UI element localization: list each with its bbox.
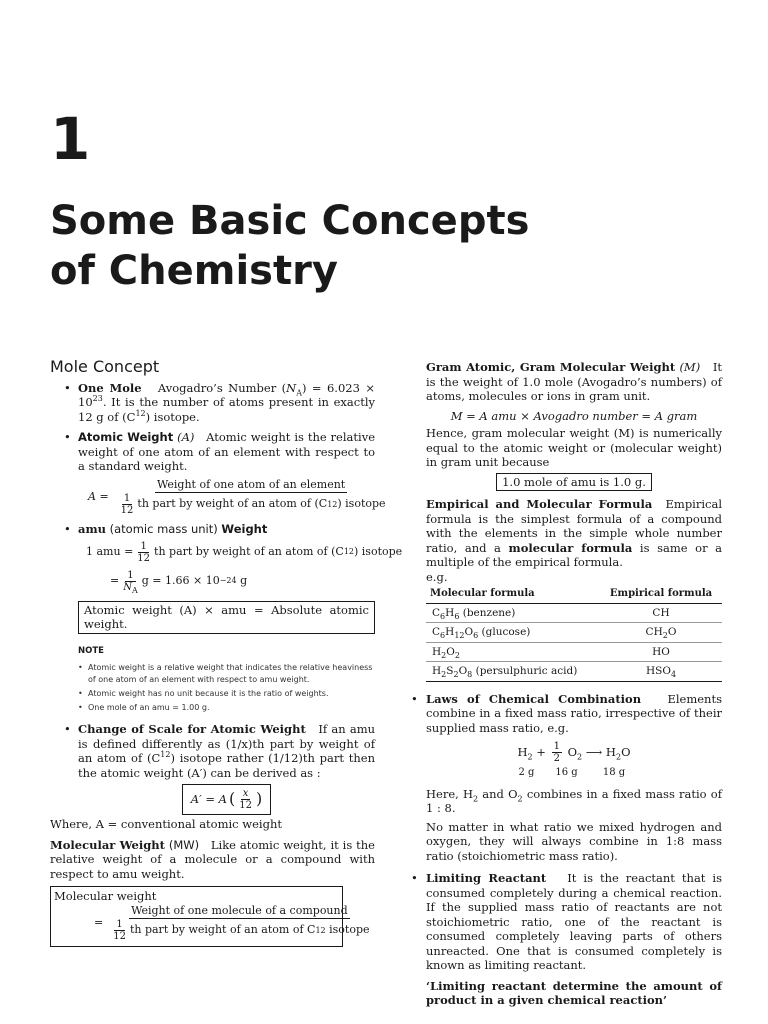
molecular-weight-box-title: Molecular weight: [54, 889, 157, 903]
one-twelfth-fraction: [119, 493, 136, 516]
amu-item: [50, 522, 403, 634]
limiting-term: Limiting Reactant: [426, 871, 547, 885]
amu-term: amu: [78, 522, 106, 536]
laws-term: Laws of Chemical Combination: [426, 691, 642, 706]
amu-line1-lhs: 1 amu =: [86, 544, 134, 558]
amu-line1: 1 amu = $\frac{1}{12}$ th part by weight of an atom of (C 12 ) isotope: [86, 540, 403, 564]
note-item-text: Atomic weight is a relative weight that indicates the relative heaviness of one atom of an element with respect to amu weight.: [88, 663, 373, 684]
na-symbol: N: [286, 380, 297, 395]
chapter-title: [50, 196, 529, 296]
atomic-weight-text: Atomic weight is the relative weight of one atom of an element with respect to a standard weight.: [78, 430, 375, 473]
reaction-masses: [426, 766, 722, 781]
atomic-weight-lhs: A =: [88, 489, 109, 503]
molecular-weight-denominator: $\frac{1}{12}$ th part by weight of an atom of C 12 isotope: [113, 919, 370, 942]
left-paren-icon: (: [228, 789, 236, 809]
mole-amu-box: 1.0 mole of amu is 1.0 g.: [496, 473, 652, 492]
bullet-icon: •: [64, 380, 71, 395]
reaction-arrow-icon: ⟶: [585, 745, 603, 760]
table-row: [426, 642, 722, 662]
change-scale-fraction: [237, 788, 254, 811]
change-scale-formula-wrap: [78, 784, 375, 815]
amu-line2: = $\frac{1}{N_A}$ g = 1.66 × 10 −24 g: [110, 569, 248, 595]
note-title: NOTE: [78, 645, 104, 656]
table-cell-molecular: $H_2O_2$: [426, 642, 600, 662]
amu-line2-end: g: [240, 573, 248, 587]
table-row: [426, 623, 722, 643]
table-cell-empirical: HO: [600, 642, 722, 662]
amu-line1-end: ) isotope: [354, 544, 403, 558]
gram-atomic-term: Gram Atomic, Gram Molecular Weight: [426, 360, 676, 374]
table-cell-molecular: $H_2S_2O_8$ (persulphuric acid): [426, 662, 600, 682]
amu-line2-lhs: =: [110, 573, 120, 587]
atomic-weight-den-text: th part by weight of an atom of (C: [137, 497, 328, 511]
bullet-icon: •: [78, 703, 83, 712]
empirical-text-c: is same or a multiple of the empirical formula.: [426, 540, 723, 569]
gram-atomic-text: It is the weight of 1.0 mole (Avogadro’s numbers) of atoms, molecules or ions in gram unit.: [426, 360, 723, 403]
note-item: [50, 702, 375, 714]
laws-text: Elements combine in a fixed mass ratio, irrespective of their supplied mass ratio, e.g.: [426, 691, 722, 735]
c12-sup: 12: [135, 408, 146, 418]
formula-table: [426, 586, 722, 682]
frac-num: 1: [123, 493, 131, 504]
half-fraction: $\frac{1}{2}$: [553, 741, 560, 764]
empirical-term: Empirical and Molecular Formula: [426, 497, 653, 511]
gram-atomic-formula: M = A amu × Avogadro number = A gram: [450, 408, 698, 423]
reaction-equation: [426, 741, 722, 764]
right-column: [411, 360, 723, 1008]
table-row: [426, 603, 722, 623]
absolute-weight-box-wrap: [78, 601, 375, 634]
table-cell-empirical: $CH_2O$: [600, 623, 722, 643]
frac-den: N: [123, 581, 132, 593]
one-mole-term: One Mole: [78, 380, 142, 395]
molecular-weight-para: [50, 838, 375, 882]
table-header: Empirical formula: [600, 586, 722, 603]
note-item-text: One mole of an amu = 1.00 g.: [88, 703, 210, 712]
bullet-icon: •: [64, 722, 71, 736]
one-mole-text-c: . It is the number of atoms present in exactly 12 g of (C: [78, 395, 375, 424]
empirical-text-a: Empirical formula is the simplest formula of a compound with the elements in the simple whole number ratio, and a: [426, 497, 723, 555]
change-scale-item: [50, 722, 375, 832]
atomic-weight-term: Atomic Weight: [78, 430, 174, 444]
molecular-weight-box-eq: =: [94, 915, 104, 929]
chapter-number: 1: [50, 105, 91, 173]
change-scale-lhs: A′ = A: [190, 792, 227, 807]
limiting-quote: ‘Limiting reactant determine the amount of product in a given chemical reaction’: [426, 978, 722, 1007]
frac-den-sub: A: [131, 585, 138, 595]
reaction-h2: $H_2$ +: [517, 745, 550, 762]
chapter-title-line2: of Chemistry: [50, 248, 338, 294]
amu-line1-text: th part by weight of an atom of (C: [154, 544, 344, 558]
table-cell-empirical: CH: [600, 603, 722, 623]
amu-full-name: (atomic mass unit): [109, 522, 218, 536]
change-scale-term: Change of Scale for Atomic Weight: [78, 722, 306, 736]
gram-atomic-symbol: (M): [679, 360, 701, 374]
frac-num: 1: [140, 540, 147, 552]
atomic-weight-formula: [88, 477, 386, 517]
atomic-weight-symbol: (A): [177, 430, 195, 444]
bullet-icon: •: [78, 663, 83, 672]
amu-line2-text: g = 1.66 × 10: [141, 573, 220, 587]
amu-line1-fraction: [135, 541, 152, 564]
molecular-weight-text: Like atomic weight, it is the relative weight of a molecule or a compound with respect to amu weight.: [50, 837, 375, 881]
table-cell-molecular: $C_6H_{12}O_6$ (glucose): [426, 623, 600, 643]
reaction-o2: $O_2$: [563, 745, 583, 762]
amu-weight-term: Weight: [221, 522, 268, 536]
right-paren-icon: ): [255, 789, 263, 809]
note-item: [50, 688, 375, 700]
section-heading-mole-concept: Mole Concept: [50, 357, 160, 376]
left-column: [50, 357, 403, 947]
frac-den: 12: [120, 505, 134, 516]
na-sub: A: [296, 387, 302, 397]
one-twelfth-fraction: [111, 919, 128, 942]
bullet-icon: •: [64, 430, 71, 444]
one-mole-text-d: ) isotope.: [145, 409, 200, 424]
change-scale-text-a: If an amu is defined differently as (1/x)th part by weight of an atom of (C: [78, 722, 375, 765]
absolute-weight-box: Atomic weight (A) × amu = Absolute atomic weight.: [78, 601, 375, 634]
one-mole-text-b: ) = 6.023 × 10: [78, 380, 375, 409]
amu-line2-fraction: [121, 570, 140, 593]
laws-text3: No matter in what ratio we mixed hydrogen and oxygen, they will always combine in 1:8 mass ratio (stoichiometric mass ratio).: [426, 819, 722, 863]
change-scale-sup: 12: [160, 750, 171, 760]
molecular-weight-box: [50, 886, 370, 947]
table-cell-empirical: $HSO_4$: [600, 662, 722, 682]
note-list: [50, 662, 375, 714]
molecular-weight-abbr: (MW): [168, 837, 200, 852]
reaction-h2o: $H_2O$: [602, 745, 631, 762]
frac-den: 12: [239, 800, 252, 811]
empirical-bold-term: molecular formula: [508, 540, 633, 555]
molecular-weight-term: Molecular Weight: [50, 837, 165, 852]
mass-h2: 2 g: [518, 767, 535, 778]
bullet-icon: •: [64, 522, 71, 536]
frac-num: x: [242, 788, 249, 799]
limiting-item: [411, 871, 723, 973]
frac-den: 12: [113, 931, 126, 942]
atomic-weight-numerator: Weight of one atom of an element: [155, 478, 347, 494]
molecular-weight-box-formula: [94, 903, 370, 943]
atomic-weight-denominator: $\frac{1}{12}$ th part by weight of an atom of (C 12 ) isotope: [120, 493, 386, 516]
limiting-text: It is the reactant that is consumed completely during a chemical reaction. If the supplied mass ratio of reactants are not stoichiometric ratio, one of the reactant is consumed completely leaving parts of others unreacted. One that is consumed completely is known as limiting reactant.: [426, 871, 723, 972]
note-item: [50, 662, 375, 686]
laws-item: [411, 691, 722, 864]
note-item-text: Atomic weight has no unit because it is the ratio of weights.: [88, 689, 329, 698]
bullet-icon: •: [411, 871, 418, 885]
empirical-para: [426, 497, 722, 570]
bullet-icon: •: [78, 689, 83, 698]
where-line: Where, A = conventional atomic weight: [50, 817, 282, 831]
atomic-weight-item: [50, 430, 386, 516]
bullet-icon: •: [411, 691, 418, 706]
table-header-row: [426, 586, 722, 603]
one-mole-text-a: Avogadro’s Number (: [157, 380, 287, 395]
gram-atomic-text2: Hence, gram molecular weight (M) is numerically equal to the atomic weight or (molecular weight) in gram unit because: [426, 426, 722, 469]
table-header: Molecular formula: [426, 586, 600, 603]
change-scale-formula-box: [182, 784, 271, 815]
molecular-weight-den-end: isotope: [329, 923, 370, 937]
gram-atomic-para: [426, 360, 722, 404]
frac-den: 12: [137, 552, 151, 564]
one-mole-item: [50, 381, 375, 425]
molecular-weight-numerator: Weight of one molecule of a compound: [129, 904, 350, 920]
molecular-weight-fraction: [107, 904, 371, 943]
avogadro-exponent: 23: [92, 394, 103, 404]
atomic-weight-den-end: ) isotope: [337, 497, 386, 511]
molecular-weight-den-text: th part by weight of an atom of C: [129, 923, 316, 937]
change-scale-text-b: ) isotope rather (1/12)th part then the atomic weight (A′) can be derived as :: [78, 751, 375, 780]
chapter-title-line1: Some Basic Concepts: [50, 198, 530, 244]
mass-o2: 16 g: [555, 767, 578, 778]
mass-h2o: 18 g: [602, 767, 626, 778]
eg-label: e.g.: [426, 569, 448, 584]
frac-num: 1: [116, 919, 123, 930]
table-row: [426, 662, 722, 682]
laws-text2: Here, $H_2$ and $O_2$ combines in a fixed mass ratio of 1 : 8.: [426, 786, 722, 815]
frac-num: 1: [127, 569, 134, 581]
table-cell-molecular: $C_6H_6$ (benzene): [426, 603, 600, 623]
mole-amu-box-wrap: [426, 473, 722, 492]
atomic-weight-fraction: [115, 478, 388, 517]
